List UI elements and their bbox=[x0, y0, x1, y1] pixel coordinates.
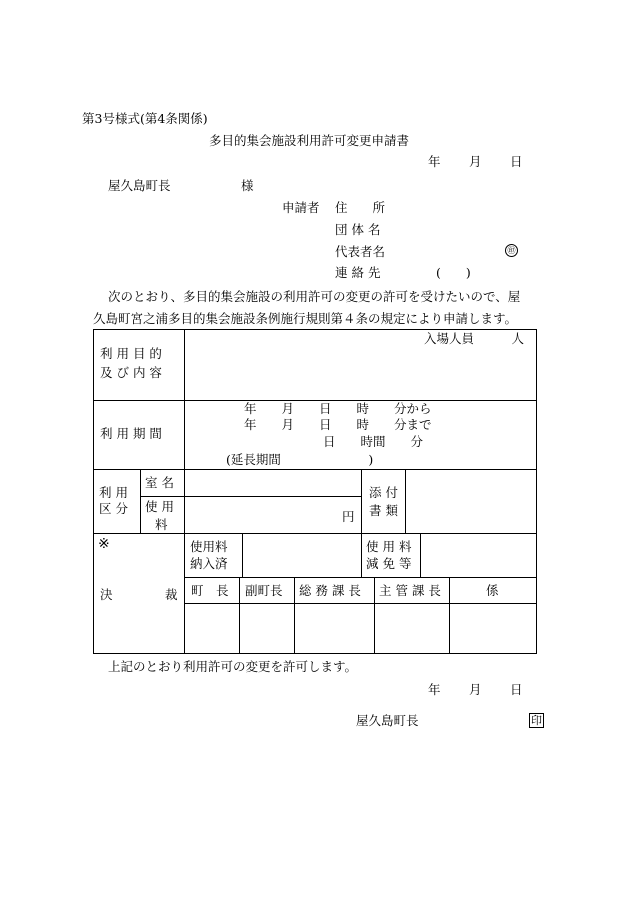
applicant-label: 申請者 bbox=[282, 200, 320, 215]
addressee-suffix: 様 bbox=[241, 178, 254, 193]
category-label-2: 区 分 bbox=[99, 501, 128, 516]
fee-reduction-2: 減 免 等 bbox=[366, 556, 412, 571]
period-line-3: 日 時間 分 bbox=[323, 434, 424, 449]
approval-text: 上記のとおり利用許可の変更を許可します。 bbox=[108, 659, 358, 674]
contact-paren: ( ) bbox=[436, 265, 471, 280]
approver-mayor: 町 長 bbox=[191, 583, 229, 598]
addressee: 屋久島町長 bbox=[108, 178, 171, 193]
fee-reduction-1: 使 用 料 bbox=[366, 539, 412, 554]
period-line-1: 年 月 日 時 分から bbox=[244, 401, 432, 416]
fee-paid-1: 使用料 bbox=[190, 539, 228, 554]
date-month: 月 bbox=[469, 154, 482, 169]
yen-label: 円 bbox=[342, 509, 355, 524]
seal-mark: ㊞ bbox=[505, 244, 518, 257]
approver-general-affairs: 総 務 課 長 bbox=[299, 583, 361, 598]
official-seal: 印 bbox=[531, 714, 542, 727]
fee-label-2: 料 bbox=[155, 517, 168, 532]
period-line-2: 年 月 日 時 分まで bbox=[244, 417, 432, 432]
attachment-label-2: 書 類 bbox=[369, 503, 398, 518]
request-line-1: 次のとおり、多目的集会施設の利用許可の変更の許可を受けたいので、屋 bbox=[108, 289, 521, 304]
date-day: 日 bbox=[510, 154, 523, 169]
address-label: 住 所 bbox=[335, 200, 386, 215]
attachment-label-1: 添 付 bbox=[369, 485, 398, 500]
footer-month: 月 bbox=[469, 682, 482, 697]
fee-label-1: 使 用 bbox=[145, 499, 174, 514]
period-label: 利 用 期 間 bbox=[100, 426, 162, 441]
form-number: 第3号様式(第4条関係) bbox=[82, 111, 208, 126]
footer-mayor: 屋久島町長 bbox=[356, 713, 419, 728]
approver-staff: 係 bbox=[486, 583, 499, 598]
group-label: 団 体 名 bbox=[335, 222, 381, 237]
contact-label: 連 絡 先 bbox=[335, 265, 381, 280]
attendees: 入場人員 人 bbox=[424, 331, 525, 346]
note-mark: ※ bbox=[98, 536, 110, 552]
period-line-4: (延長期間 ) bbox=[226, 452, 374, 467]
approver-vice-mayor: 副町長 bbox=[245, 583, 283, 598]
decision-label-2: 裁 bbox=[165, 587, 178, 602]
request-line-2: 久島町宮之浦多目的集会施設条例施行規則第４条の規定により申請します。 bbox=[93, 311, 518, 326]
purpose-label-2: 及 び 内 容 bbox=[100, 365, 162, 380]
form-title: 多目的集会施設利用許可変更申請書 bbox=[209, 133, 410, 148]
representative-label: 代表者名 bbox=[335, 244, 386, 259]
footer-year: 年 bbox=[428, 682, 441, 697]
footer-day: 日 bbox=[510, 682, 523, 697]
room-label: 室 名 bbox=[145, 475, 174, 490]
approver-department: 主 管 課 長 bbox=[379, 583, 441, 598]
purpose-label-1: 利 用 目 的 bbox=[100, 346, 162, 361]
category-label-1: 利 用 bbox=[99, 485, 128, 500]
fee-paid-2: 納入済 bbox=[190, 556, 228, 571]
decision-label-1: 決 bbox=[100, 587, 113, 602]
date-year: 年 bbox=[428, 154, 441, 169]
